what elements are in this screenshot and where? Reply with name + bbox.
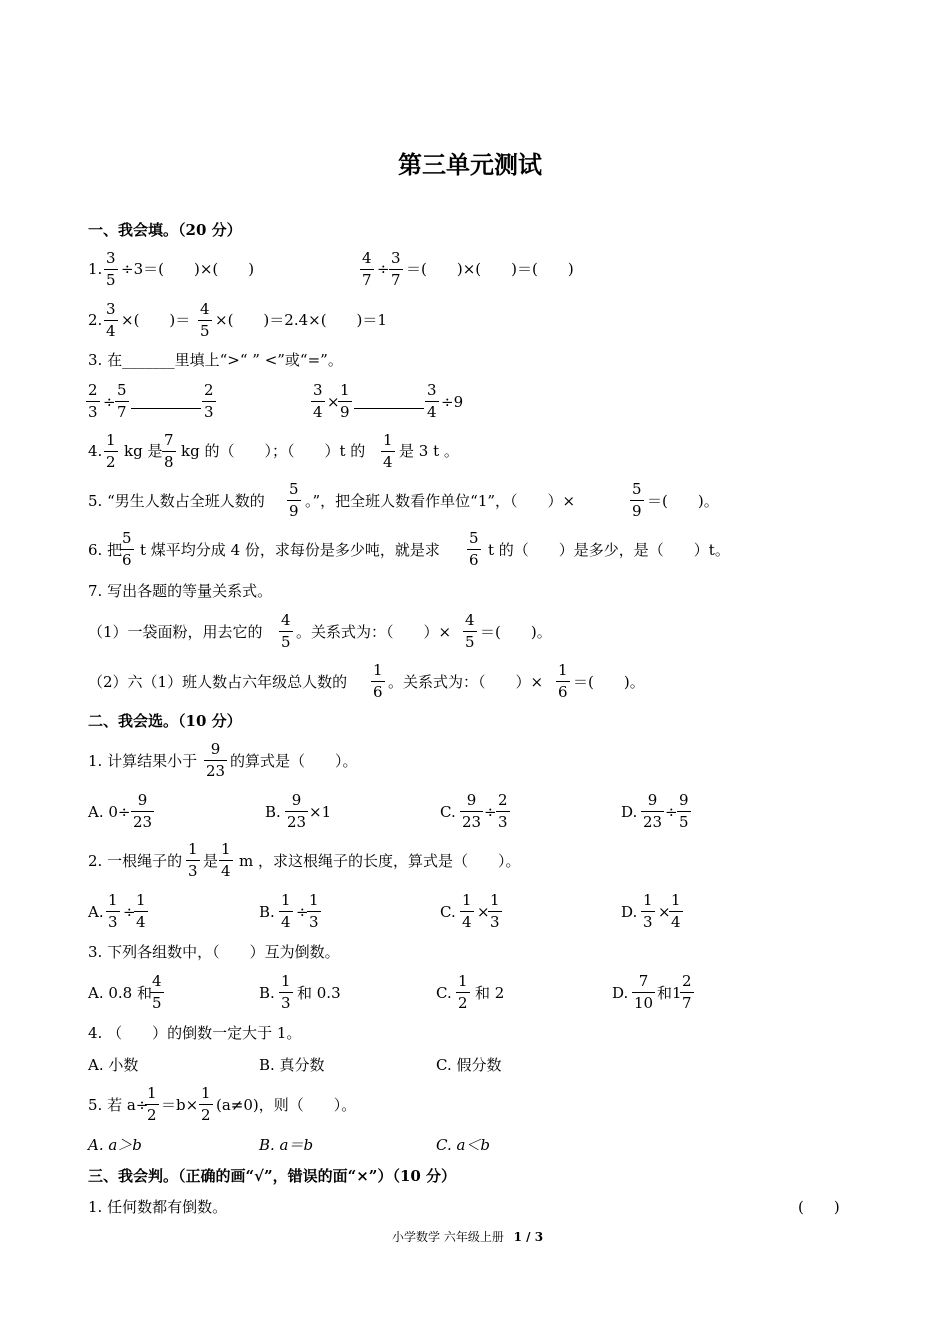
fraction: 1 3 — [490, 891, 500, 931]
q1-1-op: ÷ — [377, 260, 390, 278]
q1-7-2-text-b: 。关系式为：（ ）× — [388, 673, 544, 691]
fraction: 3 7 — [391, 249, 401, 289]
q3-1-answer-paren[interactable]: ( ) — [798, 1198, 840, 1216]
q1-3-text: 3. 在_______里填上“>“ ” <”或“=”。 — [88, 351, 343, 369]
q1-7-text: 7. 写出各题的等量关系式。 — [88, 582, 273, 600]
fraction: 7 10 — [634, 972, 654, 1012]
section-3-heading: 三、我会判。（正确的画“√”，错误的面“×”）（10 分） — [88, 1167, 457, 1185]
q1-7-1-text-c: ＝( )。 — [480, 623, 552, 641]
q2-4-option-a: A. 小数 — [88, 1056, 139, 1074]
q3-1-text: 1. 任何数都有倒数。 — [88, 1198, 228, 1216]
fraction: 5 6 — [469, 529, 479, 569]
q2-4-option-c: C. 假分数 — [436, 1056, 502, 1074]
q1-1-number: 1. — [88, 260, 103, 278]
q2-1-option-b-op: ×1 — [309, 803, 332, 821]
q2-2-text-a: 2. 一根绳子的 — [88, 852, 183, 870]
q2-3-option-a-label: A. 0.8 和 — [88, 984, 152, 1002]
fraction: 9 23 — [133, 791, 153, 831]
q2-5-text-c: (a≠0)，则（ ）。 — [216, 1096, 357, 1114]
footer-text — [392, 1231, 543, 1243]
answer-blank[interactable] — [131, 408, 201, 409]
q2-5-option-a: A. a＞b — [88, 1136, 142, 1154]
page-number: 1 / 3 — [513, 1230, 544, 1244]
fraction: 1 3 — [309, 891, 319, 931]
fraction: 1 4 — [281, 891, 291, 931]
q2-1-option-a-label: A. 0÷ — [88, 803, 131, 821]
q1-4-text-b: kg 的（ ）；（ ）t 的 — [181, 442, 366, 460]
q2-2-text-b: 是 — [203, 852, 219, 870]
q2-2-option-b-label: B. — [259, 903, 275, 921]
q1-5-text-b: 。”，把全班人数看作单位“1”，（ ）× — [305, 492, 576, 510]
q2-4-option-b: B. 真分数 — [259, 1056, 325, 1074]
q1-6-text-a: 6. 把 — [88, 541, 123, 559]
fraction: 1 4 — [136, 891, 146, 931]
q1-7-1-text-a: （1）一袋面粉，用去它的 — [88, 623, 263, 641]
page-title: 第三单元测试 — [398, 150, 542, 179]
fraction: 5 7 — [117, 381, 127, 421]
q1-7-2-text-c: ＝( )。 — [573, 673, 645, 691]
fraction: 3 4 — [106, 300, 116, 340]
q2-2-text-c: m ，求这根绳子的长度，算式是（ ）。 — [239, 852, 521, 870]
q1-4-text-c: 是 3 t 。 — [399, 442, 459, 460]
fraction: 1 2 — [201, 1084, 211, 1124]
fraction: 2 3 — [88, 381, 98, 421]
q1-2-expr-b: ×( )＝2.4×( )＝1 — [215, 311, 387, 329]
fraction: 4 5 — [152, 972, 162, 1012]
q2-2-option-d-label: D. — [621, 903, 638, 921]
q2-2-option-d-op: × — [658, 903, 671, 921]
q1-6-text-b: t 煤平均分成 4 份，求每份是多少吨，就是求 — [140, 541, 440, 559]
fraction: 5 6 — [122, 529, 132, 569]
q1-7-2-text-a: （2）六（1）班人数占六年级总人数的 — [88, 673, 348, 691]
fraction: 7 8 — [164, 431, 174, 471]
section-1-heading: 一、我会填。（20 分） — [88, 221, 242, 239]
q1-3-op-a: ÷ — [103, 393, 116, 411]
fraction: 4 5 — [465, 611, 475, 651]
q1-2-expr-a: ×( )＝ — [121, 311, 191, 329]
fraction: 1 4 — [383, 431, 393, 471]
answer-blank[interactable] — [354, 408, 424, 409]
q2-3-option-c-op: 和 2 — [475, 984, 505, 1002]
q2-5-text-a: 5. 若 a÷ — [88, 1096, 149, 1114]
q2-2-option-a-op: ÷ — [123, 903, 136, 921]
fraction: 1 4 — [221, 840, 231, 880]
fraction: 1 2 — [458, 972, 468, 1012]
q2-3-option-c-label: C. — [436, 984, 452, 1002]
q2-1-option-c-label: C. — [440, 803, 456, 821]
q2-1-option-b-label: B. — [265, 803, 281, 821]
fraction: 1 3 — [281, 972, 291, 1012]
q2-5-text-b: ＝b× — [161, 1096, 199, 1114]
q2-2-option-b-op: ÷ — [296, 903, 309, 921]
fraction: 4 7 — [362, 249, 372, 289]
q1-5-text-c: ＝( )。 — [647, 492, 719, 510]
fraction: 9 23 — [287, 791, 307, 831]
fraction: 2 3 — [498, 791, 508, 831]
fraction: 4 5 — [281, 611, 291, 651]
fraction: 1 6 — [558, 661, 568, 701]
q1-2-number: 2. — [88, 311, 103, 329]
fraction: 1 3 — [643, 891, 653, 931]
fraction: 1 4 — [462, 891, 472, 931]
q2-1-option-d-label: D. — [621, 803, 638, 821]
q2-1-text-a: 1. 计算结果小于 — [88, 752, 198, 770]
q1-4-text-a: kg 是 — [124, 442, 163, 460]
fraction: 1 3 — [188, 840, 198, 880]
fraction: 3 4 — [313, 381, 323, 421]
fraction: 1 6 — [373, 661, 383, 701]
q1-7-1-text-b: 。关系式为：（ ）× — [296, 623, 452, 641]
fraction: 9 5 — [679, 791, 689, 831]
fraction: 1 3 — [108, 891, 118, 931]
q1-4-number: 4. — [88, 442, 103, 460]
fraction: 9 23 — [643, 791, 663, 831]
q1-3-op-b: × — [327, 393, 340, 411]
fraction: 3 5 — [106, 249, 116, 289]
footer-label: 小学数学 六年级上册 — [392, 1230, 504, 1244]
fraction: 1 2 — [106, 431, 116, 471]
q2-2-option-c-op: × — [477, 903, 490, 921]
q2-3-option-b-op: 和 0.3 — [297, 984, 341, 1002]
q2-3-option-d-label: D. — [612, 984, 629, 1002]
fraction: 1 2 — [147, 1084, 157, 1124]
section-2-heading: 二、我会选。（10 分） — [88, 712, 242, 730]
q1-5-text-a: 5. “男生人数占全班人数的 — [88, 492, 265, 510]
fraction: 5 9 — [289, 480, 299, 520]
fraction: 9 23 — [462, 791, 482, 831]
fraction: 2 3 — [204, 381, 214, 421]
q2-5-option-b: B. a＝b — [259, 1136, 314, 1154]
q2-5-option-c: C. a＜b — [436, 1136, 491, 1154]
q2-2-option-c-label: C. — [440, 903, 456, 921]
q2-1-option-d-op: ÷ — [665, 803, 678, 821]
fraction: 5 9 — [632, 480, 642, 520]
q1-6-text-c: t 的（ ）是多少，是（ ）t。 — [488, 541, 730, 559]
fraction: 1 9 — [340, 381, 350, 421]
fraction: 2 7 — [682, 972, 692, 1012]
q1-1-expr-b: ＝( )×( )＝( ) — [406, 260, 574, 278]
q2-4-text: 4. （ ）的倒数一定大于 1。 — [88, 1024, 302, 1042]
q1-3-op-c: ÷9 — [441, 393, 464, 411]
fraction: 1 4 — [671, 891, 681, 931]
q2-3-text: 3. 下列各组数中，（ ）互为倒数。 — [88, 943, 340, 961]
q2-1-option-c-op: ÷ — [484, 803, 497, 821]
q2-1-text-b: 的算式是（ ）。 — [230, 752, 358, 770]
q2-3-option-b-label: B. — [259, 984, 275, 1002]
q1-1-expr-a: ÷3＝( )×( ) — [121, 260, 255, 278]
q2-3-option-d-op: 和1 — [657, 984, 682, 1002]
fraction: 9 23 — [206, 740, 226, 780]
fraction: 3 4 — [427, 381, 437, 421]
fraction: 4 5 — [200, 300, 210, 340]
q2-2-option-a-label: A. — [88, 903, 104, 921]
